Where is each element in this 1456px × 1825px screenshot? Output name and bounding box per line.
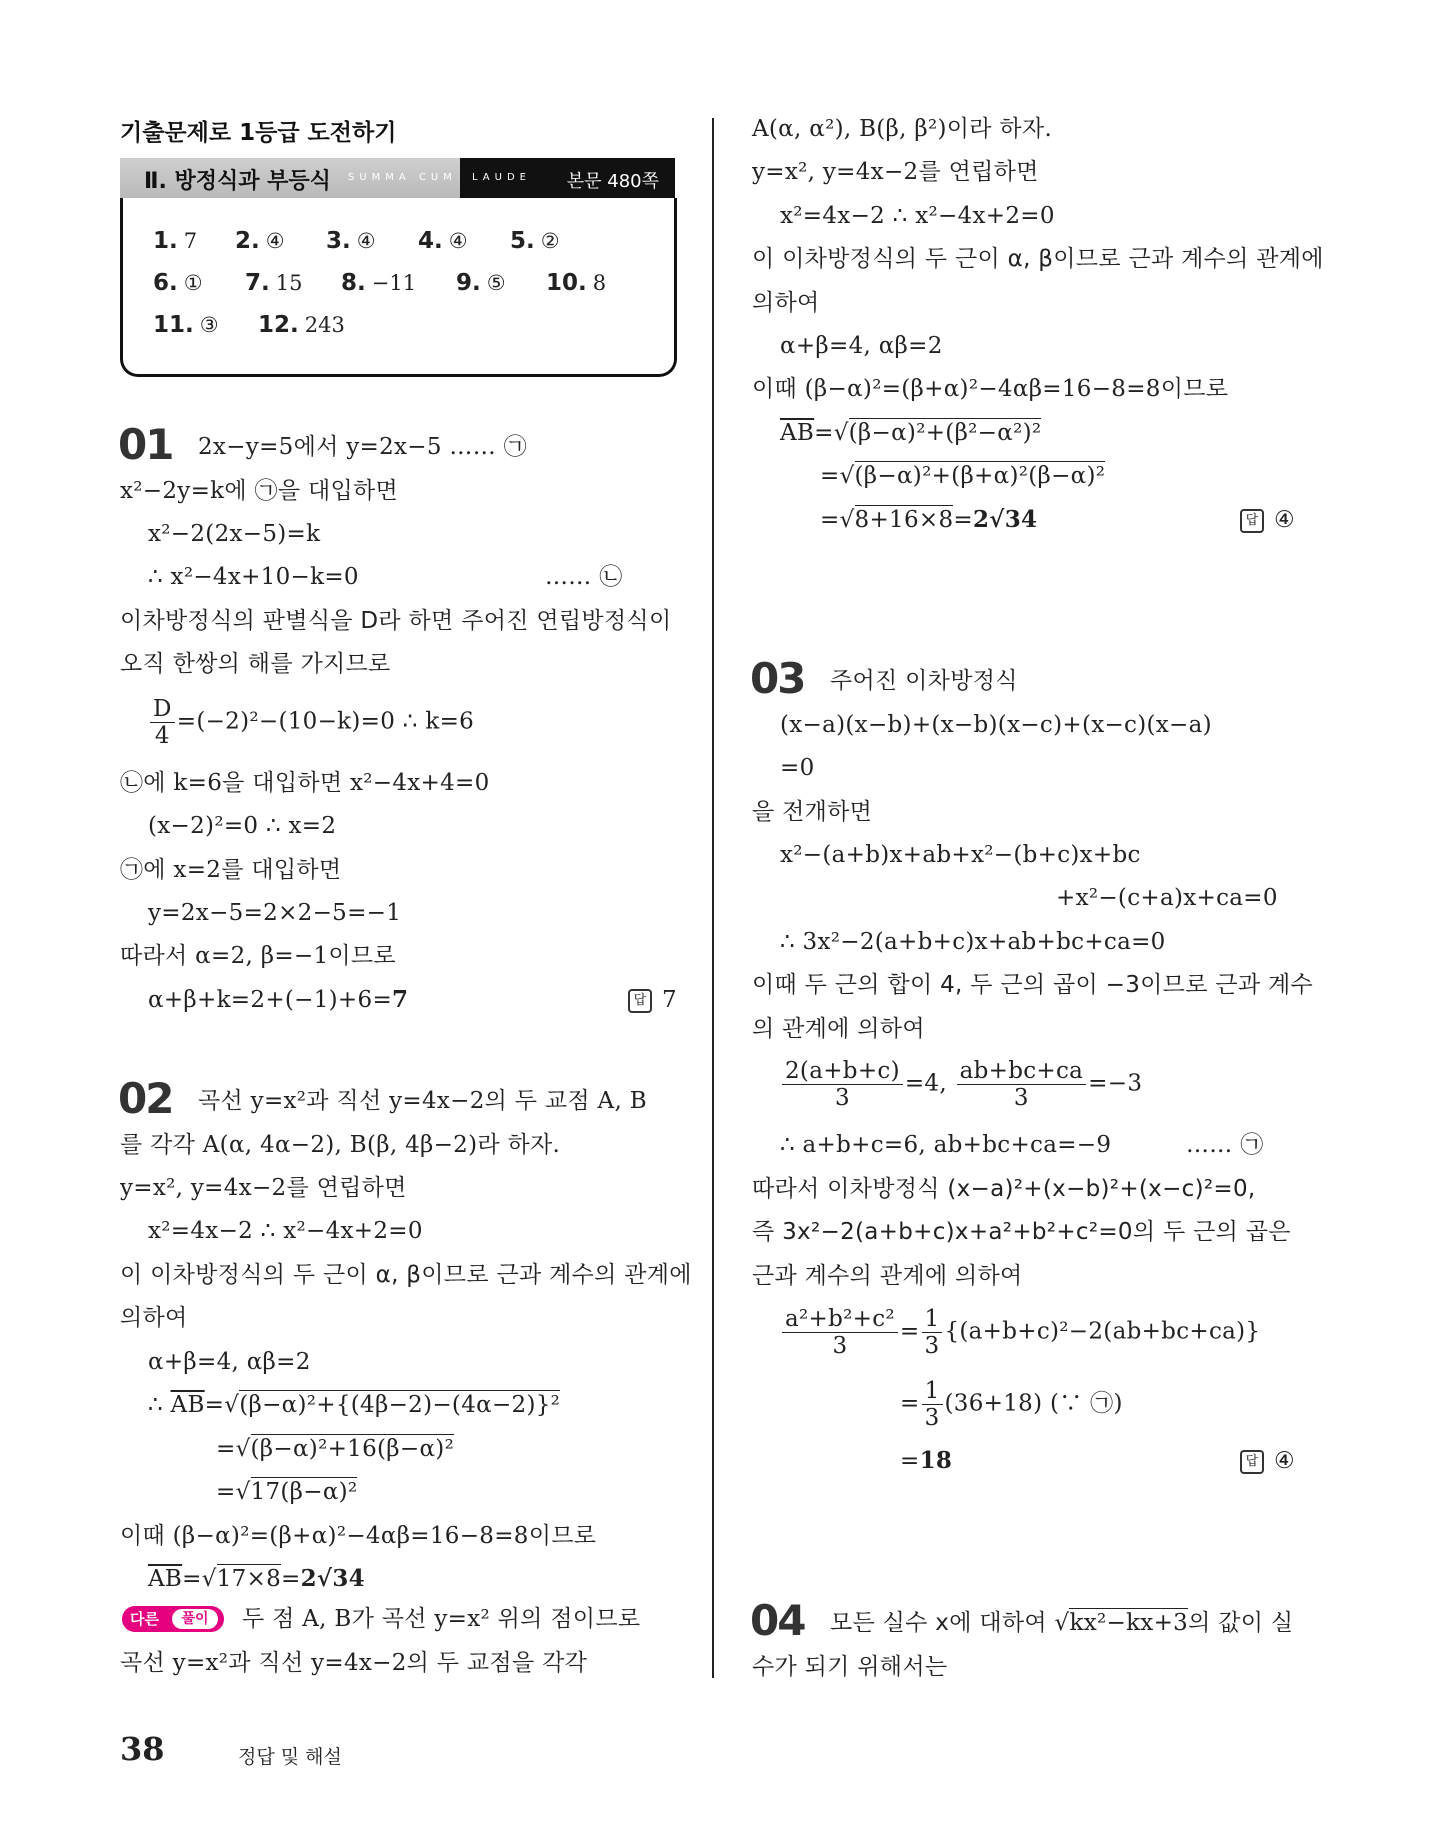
p01-discriminant: $\frac{D}{4}$ =(−2)²−(10−k)=0 ∴ k=6 — [148, 696, 474, 749]
p02-line: 곡선 y=x²과 직선 y=4x−2의 두 교점을 각각 — [120, 1650, 588, 1676]
chapter-header — [120, 158, 675, 198]
problem-number-03: 03 — [750, 654, 805, 703]
p02-line: 두 점 A, B가 곡선 y=x² 위의 점이므로 — [242, 1606, 641, 1632]
p03-line: $\frac{\text{a²+b²+c²}}{3}$ = $\frac{1}{3}$ {(a+b+c)²−2(ab+bc+ca)} — [780, 1306, 1260, 1359]
answer-item: 7. 15 — [245, 270, 303, 296]
p03-line: 의 관계에 의하여 — [752, 1016, 925, 1042]
p03-line: ∴ a+b+c=6, ab+bc+ca=−9 — [780, 1132, 1112, 1158]
p02r-line: α+β=4, αβ=2 — [780, 333, 943, 359]
p01-line: y=2x−5=2×2−5=−1 — [148, 900, 402, 926]
p01-line: x²−2y=k에 ㉠을 대입하면 — [120, 478, 399, 504]
p03-line: (x−a)(x−b)+(x−b)(x−c)+(x−c)(x−a) — [780, 712, 1212, 738]
answer-badge-icon: 답 — [1240, 1450, 1264, 1474]
laude-text: LAUDE — [472, 172, 531, 183]
p03-fractions: $\frac{2(a+b+c)}{3}$ =4, $\frac{ab+bc+ca}{3}$ =−3 — [780, 1058, 1142, 1111]
p03-line: …… ㉠ — [1186, 1132, 1264, 1158]
p02r-line: $\overline{AB}=√(\beta-\alpha)^2+(\beta^2-\alpha^2)^2$ — [780, 420, 1042, 446]
p02r-line: 이때 (β−α)²=(β+α)²−4αβ=16−8=8이므로 — [752, 376, 1229, 402]
page-reference: 본문 480쪽 — [566, 171, 659, 192]
chapter-header-left — [120, 158, 460, 198]
p03-line: 을 전개하면 — [752, 799, 873, 825]
answer-item: 8. −11 — [341, 270, 417, 296]
p02-line: 이 이차방정식의 두 근이 α, β이므로 근과 계수의 관계에 — [120, 1262, 692, 1288]
problem-number-02: 02 — [118, 1074, 173, 1123]
answer-badge-icon: 답 — [1240, 509, 1264, 533]
answer-item: 5. ② — [510, 228, 560, 254]
p03-line: = $\frac{1}{3}$ (36+18) (∵ ㉠) — [900, 1378, 1123, 1431]
p03-line: =0 — [780, 755, 815, 781]
answer-item: 11. ③ — [153, 312, 219, 338]
answer-item: 2. ④ — [235, 228, 285, 254]
p01-line: ∴ x²−4x+10−k=0 — [148, 564, 359, 590]
section-label: 기출문제로 1등급 도전하기 — [120, 120, 397, 146]
p02r-line: =√8+16×8=2√34 — [820, 506, 1038, 533]
p03-line: x²−(a+b)x+ab+x²−(b+c)x+bc — [780, 842, 1141, 868]
p02-line: 의하여 — [120, 1305, 188, 1331]
p02-line: 를 각각 A(α, 4α−2), B(β, 4β−2)라 하자. — [120, 1132, 561, 1158]
p02r-line: =√(β−α)²+(β+α)²(β−α)² — [820, 463, 1106, 489]
p02r-line: 의하여 — [752, 290, 820, 316]
p01-line: 오직 한쌍의 해를 가지므로 — [120, 651, 391, 677]
p02r-line: A(α, α²), B(β, β²)이라 하자. — [752, 116, 1053, 142]
p02r-line: y=x², y=4x−2를 연립하면 — [752, 159, 1039, 185]
alt-solution-tag — [122, 1606, 224, 1632]
p01-answer: 답 7 — [628, 985, 677, 1015]
p03-line: ∴ 3x²−2(a+b+c)x+ab+bc+ca=0 — [780, 929, 1166, 955]
p03-answer: 답 ④ — [1240, 1446, 1295, 1476]
alt-solution-tag-a: 다른 — [130, 1610, 159, 1628]
p02-line: ∴ $\overline{AB}=√(\beta-\alpha)^2+\{(4\beta-2)-(4\alpha-2)\}^2$ — [148, 1392, 561, 1418]
answer-item: 12. 243 — [258, 312, 345, 338]
footer-title: 정답 및 해설 — [238, 1746, 342, 1768]
problem-number-04: 04 — [750, 1596, 805, 1645]
p02-answer: 답 ④ — [1240, 505, 1295, 535]
answer-item: 3. ④ — [326, 228, 376, 254]
p01-line: x²−2(2x−5)=k — [148, 521, 321, 547]
chapter-title: Ⅱ. 방정식과 부등식 — [144, 169, 331, 194]
answer-item: 10. 8 — [546, 270, 607, 296]
p01-line: ㉠에 x=2를 대입하면 — [120, 857, 342, 883]
p01-line: (x−2)²=0 ∴ x=2 — [148, 813, 337, 839]
p03-line: 이때 두 근의 합이 4, 두 근의 곱이 −3이므로 근과 계수 — [752, 972, 1314, 998]
page-number: 38 — [120, 1730, 165, 1768]
p03-line: 따라서 이차방정식 (x−a)²+(x−b)²+(x−c)²=0, — [752, 1176, 1256, 1202]
p03-line: 즉 3x²−2(a+b+c)x+a²+b²+c²=0의 두 근의 곱은 — [752, 1219, 1291, 1245]
p04-line: 수가 되기 위해서는 — [752, 1654, 948, 1680]
p02r-line: x²=4x−2 ∴ x²−4x+2=0 — [780, 203, 1055, 229]
p01-line: …… ㉡ — [545, 564, 623, 590]
p02-line: =√(β−α)²+16(β−α)² — [216, 1436, 455, 1462]
p01-line: α+β+k=2+(−1)+6=7 — [148, 986, 409, 1013]
p01-line: 2x−y=5에서 y=2x−5 …… ㉠ — [198, 434, 527, 460]
answer-badge-icon: 답 — [628, 989, 652, 1013]
alt-solution-tag-b: 풀이 — [172, 1609, 218, 1629]
answer-item: 6. ① — [153, 270, 203, 296]
answer-item: 1. 7 — [153, 228, 198, 254]
answer-item: 4. ④ — [418, 228, 468, 254]
p03-line: =18 — [900, 1447, 953, 1474]
p03-line: 근과 계수의 관계에 의하여 — [752, 1263, 1023, 1289]
p02-line: α+β=4, αβ=2 — [148, 1349, 311, 1375]
answer-item: 9. ⑤ — [456, 270, 506, 296]
p01-line: ㉡에 k=6을 대입하면 x²−4x+4=0 — [120, 770, 490, 796]
problem-number-01: 01 — [118, 420, 173, 469]
column-divider — [712, 118, 714, 1678]
p02-line: 곡선 y=x²과 직선 y=4x−2의 두 교점 A, B — [198, 1088, 647, 1114]
p02-line: =√17(β−α)² — [216, 1479, 358, 1505]
p02-line: 이때 (β−α)²=(β+α)²−4αβ=16−8=8이므로 — [120, 1523, 597, 1549]
p04-line: 모든 실수 x에 대하여 √kx²−kx+3의 값이 실 — [830, 1610, 1294, 1636]
p03-line: +x²−(c+a)x+ca=0 — [1056, 885, 1278, 911]
p02r-line: 이 이차방정식의 두 근이 α, β이므로 근과 계수의 관계에 — [752, 246, 1324, 272]
summa-text: SUMMA CUM — [348, 172, 457, 183]
p01-line: 따라서 α=2, β=−1이므로 — [120, 943, 396, 969]
p02-line: $\overline{AB}=√17\times 8=2√34$ — [148, 1565, 365, 1592]
p01-line: 이차방정식의 판별식을 D라 하면 주어진 연립방정식이 — [120, 608, 672, 634]
p02-line: y=x², y=4x−2를 연립하면 — [120, 1175, 407, 1201]
p02-line: x²=4x−2 ∴ x²−4x+2=0 — [148, 1218, 423, 1244]
p03-line: 주어진 이차방정식 — [830, 668, 1018, 694]
answer-key-box — [120, 198, 677, 377]
